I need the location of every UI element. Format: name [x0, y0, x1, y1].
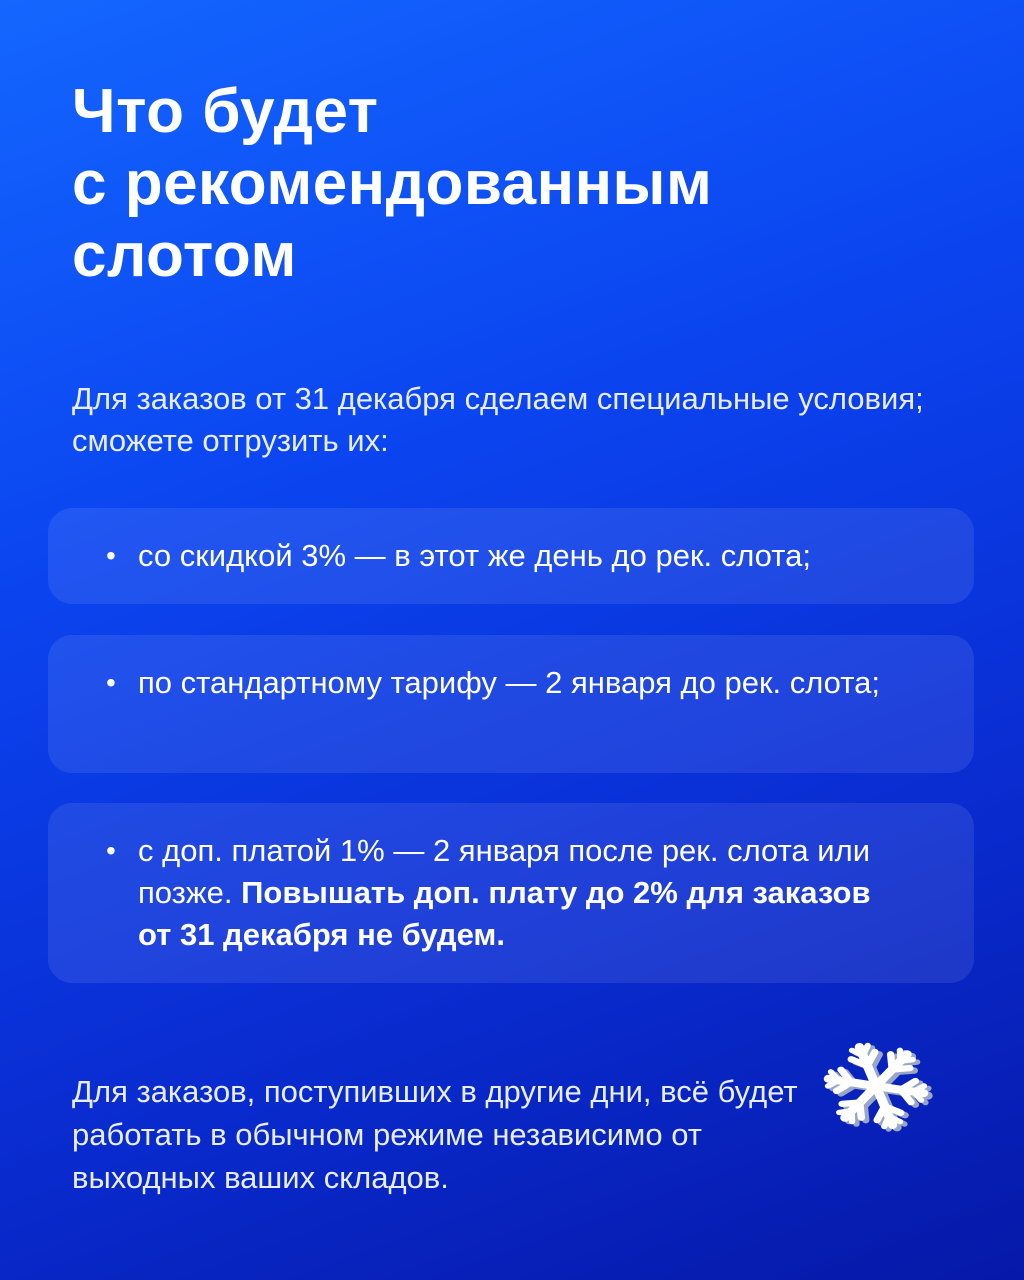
option-card-standard: [48, 635, 974, 773]
option-text-regular: с доп. платой 1% — 2 января после рек. слота или позже.: [138, 833, 871, 910]
intro-text: Для заказов от 31 декабря сделаем специальные условия; сможете отгрузить их:: [72, 381, 924, 458]
title-line-3: слотом: [72, 221, 297, 290]
option-text: [138, 830, 904, 956]
option-text: со скидкой 3% — в этот же день до рек. слота;: [138, 538, 811, 573]
bullet: •: [106, 835, 116, 866]
option-card-surcharge: [48, 803, 974, 983]
title-line-1: Что будет: [72, 77, 379, 146]
bullet: •: [106, 540, 116, 571]
option-text-bold: Повышать доп. плату до 2% для заказов от 31 декабря не будем.: [138, 875, 871, 952]
page-title: [72, 76, 892, 292]
title-line-2: с рекомендованным: [72, 149, 713, 218]
option-text: по стандартному тарифу — 2 января до рек. слота;: [138, 665, 880, 700]
option-card-discount: [48, 508, 974, 604]
outro-text: Для заказов, поступивших в другие дни, всё будет работать в обычном режиме независимо от выходных ваших складов.: [72, 1074, 798, 1195]
bullet: •: [106, 667, 116, 698]
snowflake-icon: [806, 1030, 942, 1140]
